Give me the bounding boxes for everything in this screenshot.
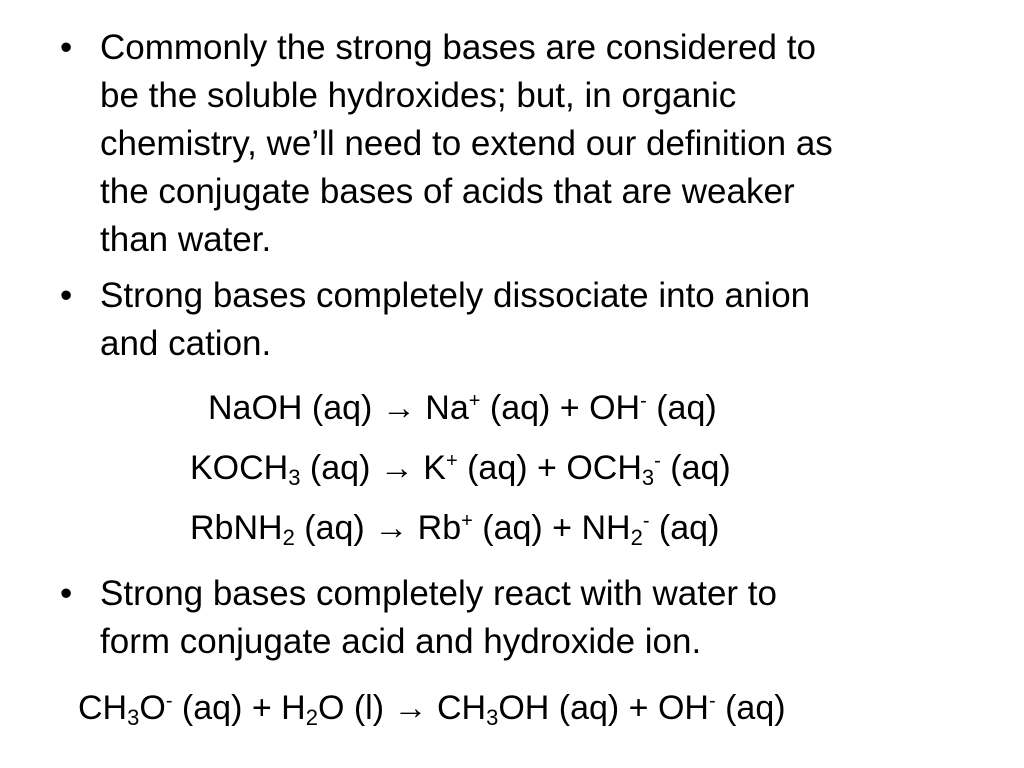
reaction-arrow: → [374,509,409,547]
equation-text: (aq) [300,449,380,487]
equation-subscript: 3 [288,465,301,490]
equation-superscript: - [642,510,650,532]
equation-text: (aq) [660,449,731,487]
equation-text: K [413,449,446,487]
equation-superscript: - [640,390,647,412]
equation-subscript: 3 [641,465,655,490]
equation-text: (aq) + NH [472,509,631,547]
equation-text: (aq) [646,389,717,427]
equation-koch3 [190,446,731,490]
equation-subscript: 2 [630,525,643,550]
bullet-text [100,272,960,368]
equation-subscript: 3 [486,705,499,730]
equation-superscript: - [708,690,716,712]
equation-subscript: 2 [305,705,318,730]
reaction-arrow: → [393,689,428,727]
equation-text: KOCH [190,449,289,487]
equation-text: O [139,689,166,727]
equation-superscript: - [654,450,661,472]
equation-superscript: + [461,510,473,532]
text-line: chemistry, we’ll need to extend our definition as [100,124,833,163]
bullet-marker: • [60,28,73,67]
equation-text: (aq) [649,509,720,547]
equation-text: Na [415,389,469,427]
equation-text: OH (aq) + OH [498,689,709,727]
equation-text: (aq) + OCH [457,449,642,487]
text-line: and cation. [100,324,272,363]
bullet-text [100,570,960,666]
equation-text: Rb [408,509,462,547]
equation-text: NaOH (aq) [208,389,382,427]
equation-subscript: 2 [282,525,295,550]
text-line: Commonly the strong bases are considered to [100,28,816,67]
equation-ch3o-water [78,686,786,730]
equation-text: CH [78,689,128,727]
reaction-arrow: → [381,389,416,427]
equation-naoh [208,386,717,430]
text-line: Strong bases completely react with water to [100,574,777,613]
equation-text: RbNH [190,509,283,547]
equation-text: (aq) + OH [480,389,641,427]
equation-superscript: + [468,390,481,412]
equation-text: (aq) [715,689,786,727]
equation-superscript: + [445,450,458,472]
reaction-arrow: → [379,449,414,487]
equation-text: O (l) [317,689,394,727]
equation-text: (aq) [294,509,375,547]
text-line: the conjugate bases of acids that are weaker [100,172,795,211]
equation-text: (aq) + H [172,689,306,727]
equation-subscript: 3 [127,705,140,730]
bullet-marker: • [60,276,73,315]
text-line: form conjugate acid and hydroxide ion. [100,622,702,661]
equation-superscript: - [165,690,173,712]
bullet-marker: • [60,574,73,613]
text-line: be the soluble hydroxides; but, in organic [100,76,737,115]
bullet-text [100,24,960,264]
text-line: Strong bases completely dissociate into anion [100,276,811,315]
equation-rbnh2 [190,506,719,550]
text-line: than water. [100,220,272,259]
equation-text: CH [427,689,487,727]
